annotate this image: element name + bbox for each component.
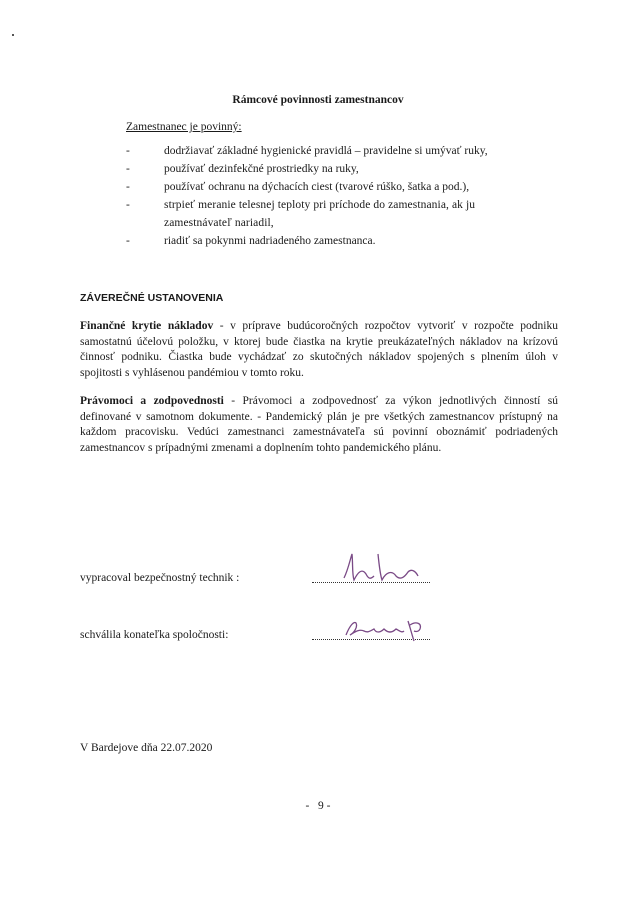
list-item	[126, 160, 526, 178]
signature-row-director	[80, 629, 480, 641]
list-item	[126, 196, 526, 232]
duty-text: používať dezinfekčné prostriedky na ruky,	[164, 163, 359, 175]
document-title: Rámcové povinnosti zamestnancov	[232, 94, 404, 106]
duty-text: dodržiavať základné hygienické pravidlá – pravidelne si umývať ruky,	[164, 145, 488, 157]
duties-intro: Zamestnanec je povinný:	[126, 121, 242, 133]
paragraph-lead: Finančné krytie nákladov	[80, 320, 214, 332]
paragraph-financing	[80, 319, 558, 381]
page-number: - 9 -	[305, 800, 331, 812]
place-and-date: V Bardejove dňa 22.07.2020	[80, 742, 213, 754]
scan-speck	[12, 34, 14, 36]
duty-text: používať ochranu na dýchacích ciest (tvarové rúško, šatka a pod.),	[164, 181, 470, 193]
list-dash: -	[126, 199, 130, 211]
list-item	[126, 178, 526, 196]
section-heading: ZÁVEREČNÉ USTANOVENIA	[80, 292, 224, 304]
list-item	[126, 232, 526, 250]
list-dash: -	[126, 163, 130, 175]
signature-label: vypracoval bezpečnostný technik :	[80, 572, 240, 584]
paragraph-text: - v príprave budúcoročných rozpočtov vytvoriť v rozpočte podniku samostatnú účelovú položku, v ktorej bude čiastka na krytie preukázateľných nákladov na krízovú činnosť podniku. Čiastka bude vychádzať zo skutočných nákladov spojených s plnením úloh v spojitosti s vyhlásenou pandémiou v tomto roku.	[80, 320, 558, 379]
list-dash: -	[126, 235, 130, 247]
duty-text: strpieť meranie telesnej teploty pri príchode do zamestnania, ak ju zamestnávateľ nariadil,	[164, 199, 476, 229]
paragraph-lead: Právomoci a zodpovednosti	[80, 395, 224, 407]
duties-list	[126, 142, 526, 250]
list-dash: -	[126, 181, 130, 193]
list-item	[126, 142, 526, 160]
handwritten-signature	[342, 613, 438, 646]
paragraph-text: - Právomoci a zodpovednosť za výkon jednotlivých činností sú definované v samotnom dokumente. - Pandemický plán je pre všetkých zamestnancov prístupný na každom pracovisku. Vedúci zamestnanci zamestnávateľa sú povinní oboznámiť podriadených zamestnancov s prípadnými zmenami a doplnením tohto pandemického plánu.	[80, 395, 558, 454]
signature-row-technician	[80, 572, 480, 584]
duty-text: riadiť sa pokynmi nadriadeného zamestnanca.	[164, 235, 376, 247]
signature-label: schválila konateľka spoločnosti:	[80, 629, 229, 641]
paragraph-responsibilities	[80, 394, 558, 456]
list-dash: -	[126, 145, 130, 157]
handwritten-signature	[338, 550, 438, 587]
